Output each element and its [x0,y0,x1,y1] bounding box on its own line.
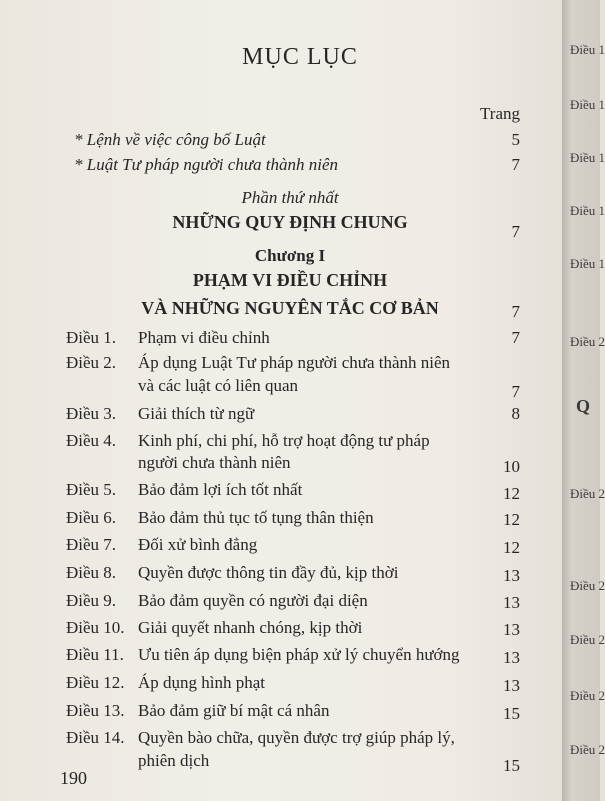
article-title-cont: người chưa thành niên [138,453,291,472]
article-number: Điều 14. [66,728,125,747]
article-page: 7 [511,328,520,347]
article-page: 8 [511,404,520,423]
article-page: 13 [503,620,520,639]
article-number: Điều 9. [66,591,117,610]
article-title: Quyền được thông tin đầy đủ, kịp thời [138,563,399,582]
toc-entry-page: 7 [511,155,520,174]
article-title: Bảo đảm lợi ích tốt nhất [138,480,303,499]
article-title-cont: phiên dịch [138,751,210,770]
article-title: Áp dụng hình phạt [138,673,266,692]
article-title: Phạm vi điều chỉnh [138,328,270,347]
article-title: Giải thích từ ngữ [138,404,255,423]
part-title: NHỮNG QUY ĐỊNH CHUNG [172,212,408,232]
page-title: MỤC LỤC [242,44,358,70]
adjacent-label: Điều 2 [570,742,605,757]
article-page: 13 [503,676,520,695]
adjacent-page-strip [562,0,605,801]
article-page: 15 [503,704,520,723]
chapter-title-line1: PHẠM VI ĐIỀU CHỈNH [192,270,388,290]
adjacent-label: Q [576,396,591,416]
article-number: Điều 2. [66,353,117,372]
article-number: Điều 5. [66,480,117,499]
article-page: 12 [503,538,520,557]
article-page: 10 [503,457,520,476]
toc-entry-intro: * Luật Tư pháp người chưa thành niên [74,155,339,174]
article-number: Điều 4. [66,431,117,450]
article-number: Điều 8. [66,563,117,582]
adjacent-label: Điều 1 [570,256,605,271]
article-title: Áp dụng Luật Tư pháp người chưa thành niên [138,353,451,372]
article-title: Quyền bào chữa, quyền được trợ giúp pháp lý, [138,728,455,747]
chapter-label: Chương I [254,246,326,265]
article-page: 13 [503,566,520,585]
adjacent-label: Điều 2 [570,688,605,703]
article-title: Bảo đảm giữ bí mật cá nhân [138,701,330,720]
adjacent-label: Điều 2 [570,632,605,647]
article-title: Ưu tiên áp dụng biện pháp xử lý chuyển hướng [138,645,460,664]
chapter-page: 7 [511,302,520,321]
article-title: Bảo đảm quyền có người đại diện [138,591,368,610]
article-title-cont: và các luật có liên quan [138,376,299,395]
article-number: Điều 11. [66,645,124,664]
article-number: Điều 3. [66,404,117,423]
article-title: Giải quyết nhanh chóng, kịp thời [138,618,363,637]
article-page: 15 [503,756,520,775]
article-number: Điều 10. [66,618,125,637]
article-number: Điều 6. [66,508,117,527]
article-number: Điều 1. [66,328,117,347]
article-number: Điều 12. [66,673,125,692]
part-page: 7 [511,222,520,241]
article-title: Kinh phí, chi phí, hỗ trợ hoạt động tư pháp [138,431,430,450]
article-page: 7 [511,382,520,401]
adjacent-label: Điều 1 [570,150,605,165]
adjacent-label: Điều 2 [570,486,605,501]
toc-entry-intro: * Lệnh về việc công bố Luật [74,130,266,149]
adjacent-label: Điều 1 [570,42,605,57]
article-page: 12 [503,510,520,529]
adjacent-label: Điều 1 [570,203,605,218]
adjacent-label: Điều 2 [570,578,605,593]
article-page: 13 [503,593,520,612]
column-header-page: Trang [480,104,520,123]
part-label: Phần thứ nhất [241,188,339,207]
article-number: Điều 7. [66,535,117,554]
article-page: 12 [503,484,520,503]
toc-entry-page: 5 [511,130,520,149]
chapter-title-line2: VÀ NHỮNG NGUYÊN TẮC CƠ BẢN [141,298,439,318]
article-number: Điều 13. [66,701,125,720]
article-title: Đối xử bình đẳng [138,535,258,554]
page-number: 190 [60,768,87,788]
adjacent-label: Điều 2 [570,334,605,349]
article-page: 13 [503,648,520,667]
article-title: Bảo đảm thủ tục tố tụng thân thiện [138,508,374,527]
adjacent-label: Điều 1 [570,97,605,112]
